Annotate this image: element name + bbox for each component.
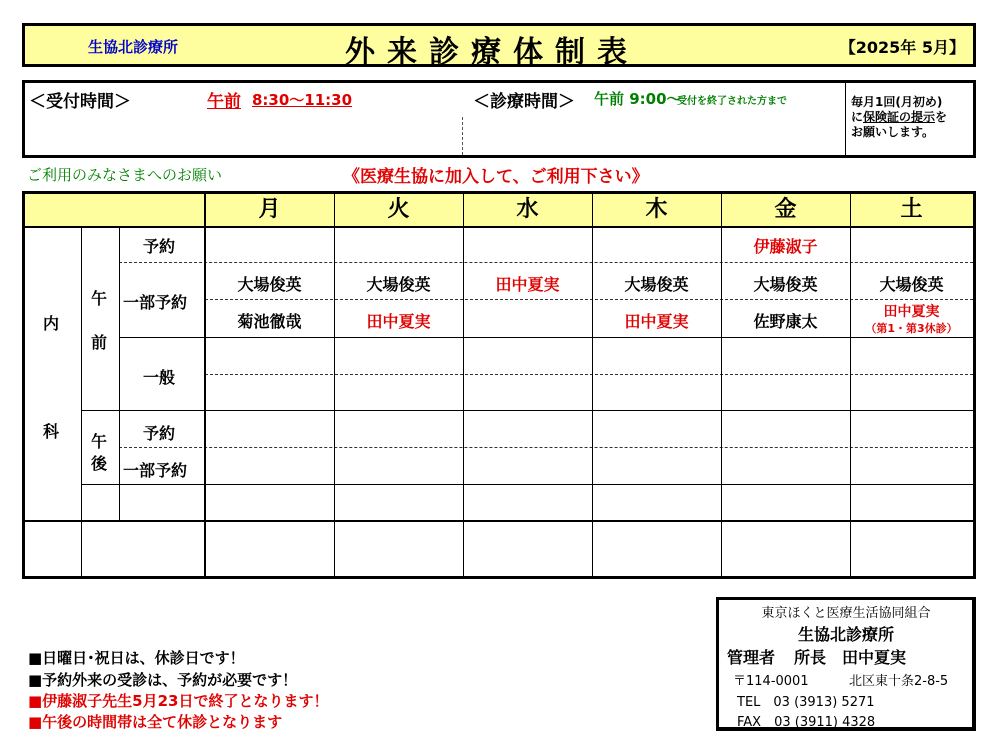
hours-divider: [462, 117, 463, 155]
row-am-reservation: 予約: [143, 237, 176, 256]
medical-label: ＜診療時間＞: [473, 92, 575, 112]
org-name: 東京ほくと医療生活協同組合: [761, 606, 931, 621]
row-pm-reservation: 予約: [143, 424, 176, 443]
cell-am-p1-wed: 田中夏実: [495, 275, 560, 294]
cell-am-p2-tue: 田中夏実: [366, 312, 431, 331]
day-header-mon: 月: [205, 194, 334, 226]
clinic-short-name: 生協北診療所: [88, 38, 179, 56]
cell-am-p1-thu: 大場俊英: [624, 275, 689, 294]
day-header-thu: 木: [592, 194, 721, 226]
note-pm-closed: ■午後の時間帯は全て休診となります: [28, 713, 283, 731]
day-header-sat: 土: [850, 194, 973, 226]
dept-label-1: 内: [43, 314, 60, 333]
note-doctor-ending: ■伊藤淑子先生5月23日で終了となります！: [28, 692, 329, 710]
medical-am: 午前 9:00～: [594, 90, 682, 108]
manager-name: 所長 田中夏実: [794, 648, 907, 667]
reception-am: 午前: [207, 92, 241, 112]
row-am-general: 一般: [143, 368, 176, 387]
reception-time: 8:30～11:30: [252, 91, 353, 109]
notice-left: ご利用のみなさまへのお願い: [27, 166, 223, 184]
cell-am-p2-sat: 田中夏実: [883, 304, 940, 320]
note-reservation: ■予約外来の受診は、予約が必要です！: [28, 671, 298, 689]
cell-am-p2-fri: 佐野康太: [753, 312, 818, 331]
day-header-fri: 金: [721, 194, 850, 226]
header-bar: [22, 23, 976, 70]
cell-am-res-fri: 伊藤淑子: [753, 237, 818, 256]
reception-label: ＜受付時間＞: [29, 92, 131, 112]
page-title: 外来診療体制表: [345, 35, 639, 70]
manager-label: 管理者: [727, 648, 776, 667]
tel-number: TEL 03 (3913) 5271: [737, 695, 875, 710]
pm-label-1: 午: [91, 432, 108, 451]
hours-separator: [845, 83, 846, 155]
cell-am-p1-fri: 大場俊英: [753, 275, 818, 294]
day-header-wed: 水: [463, 194, 592, 226]
cell-am-p1-sat: 大場俊英: [879, 275, 944, 294]
medical-note: 受付を終了された方まで: [677, 96, 787, 107]
year-month: 【2025年 5月】: [839, 38, 965, 57]
cell-am-p1-tue: 大場俊英: [366, 275, 431, 294]
notice-center: 《医療生協に加入して、ご利用下さい》: [343, 167, 649, 187]
sat-note: （第1・第3休診）: [865, 322, 958, 335]
row-am-partial: 一部予約: [123, 293, 188, 312]
address-box: [716, 597, 976, 731]
cell-am-p2-mon: 菊池徹哉: [237, 312, 302, 331]
fax-number: FAX 03 (3911) 4328: [737, 715, 876, 730]
dept-label-2: 科: [43, 422, 60, 441]
schedule-table: [22, 191, 976, 579]
city-address: 北区東十条2-8-5: [849, 674, 949, 689]
zip-code: 〒114-0001: [733, 674, 809, 689]
insurance-card-note: 毎月1回(月初め) に保険証の提示を お願いします。: [851, 95, 948, 139]
cell-am-p2-thu: 田中夏実: [624, 312, 689, 331]
cell-am-p1-mon: 大場俊英: [237, 275, 302, 294]
note-holidays: ■日曜日･祝日は、休診日です！: [28, 649, 245, 667]
pm-label-2: 後: [91, 454, 108, 473]
am-label-1: 午: [91, 289, 108, 308]
row-pm-partial: 一部予約: [123, 461, 188, 480]
clinic-name: 生協北診療所: [797, 625, 894, 644]
day-header-tue: 火: [334, 194, 463, 226]
hours-box: [22, 80, 976, 158]
am-label-2: 前: [91, 333, 108, 352]
